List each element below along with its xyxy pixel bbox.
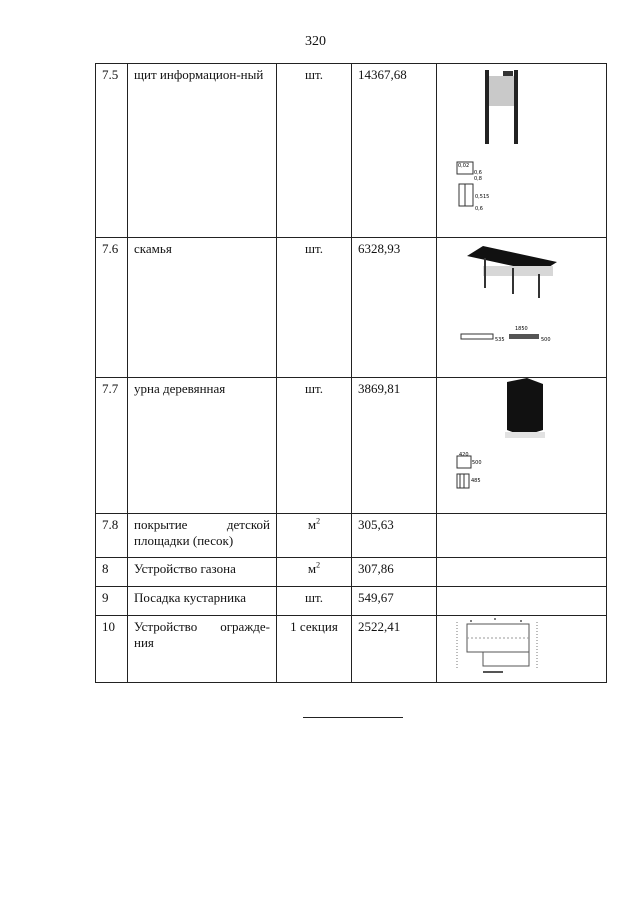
item-name-part: покрытие [134, 517, 188, 532]
item-unit [277, 558, 352, 587]
dim-label: 1850 [515, 326, 528, 332]
item-price: 305,63 [352, 514, 437, 558]
item-name [128, 616, 277, 683]
item-price: 307,86 [352, 558, 437, 587]
item-drawing-cell [437, 514, 607, 558]
item-unit: 1 секция [277, 616, 352, 683]
item-unit: шт. [277, 378, 352, 514]
row-number: 8 [96, 558, 128, 587]
bench-drawing [437, 238, 609, 378]
wooden-urn-drawing [437, 378, 609, 514]
item-name: щит информацион-ный [128, 64, 277, 238]
row-number: 7.7 [96, 378, 128, 514]
item-price: 6328,93 [352, 238, 437, 378]
dim-label: 500 [541, 337, 551, 343]
table-row [96, 587, 607, 616]
row-number: 9 [96, 587, 128, 616]
item-price: 2522,41 [352, 616, 437, 683]
table-row [96, 616, 607, 683]
dim-label: 0,02 [458, 163, 470, 169]
table-row [96, 238, 607, 378]
unit-superscript: 2 [316, 560, 321, 570]
item-unit: шт. [277, 64, 352, 238]
dim-label: 0,515 [475, 194, 490, 200]
item-unit: шт. [277, 587, 352, 616]
item-price: 14367,68 [352, 64, 437, 238]
row-number: 10 [96, 616, 128, 683]
page-number: 320 [305, 34, 326, 49]
item-price: 3869,81 [352, 378, 437, 514]
item-unit [277, 514, 352, 558]
item-name-part: детской [226, 517, 270, 532]
item-name: Устройство газона [128, 558, 277, 587]
dim-label: 420 [459, 452, 469, 458]
item-drawing-cell [437, 558, 607, 587]
dim-label: 0,6 [474, 170, 482, 176]
unit-base: м [307, 517, 317, 532]
item-unit: шт. [277, 238, 352, 378]
dim-label: 0,8 [474, 176, 482, 182]
item-name: скамья [128, 238, 277, 378]
specification-table [95, 63, 607, 683]
row-number: 7.6 [96, 238, 128, 378]
item-drawing-cell [437, 616, 607, 683]
dim-label: 485 [471, 478, 481, 484]
item-name-part: площадки (песок) [134, 533, 234, 548]
table-row [96, 378, 607, 514]
row-number: 7.5 [96, 64, 128, 238]
item-name-part: огражде- [220, 619, 270, 634]
row-number: 7.8 [96, 514, 128, 558]
unit-superscript: 2 [316, 516, 321, 526]
item-name-part: ния [134, 635, 154, 650]
bottom-rule [303, 717, 403, 718]
item-drawing-cell [437, 587, 607, 616]
table-row [96, 514, 607, 558]
item-name-part: Устройство [134, 619, 198, 634]
item-name [128, 514, 277, 558]
dim-label: 535 [495, 337, 505, 343]
item-drawing-cell [437, 238, 607, 378]
item-price: 549,67 [352, 587, 437, 616]
item-name: Посадка кустарника [128, 587, 277, 616]
dim-label: 500 [472, 460, 482, 466]
unit-base: м [307, 561, 317, 576]
item-drawing-cell [437, 64, 607, 238]
item-drawing-cell [437, 378, 607, 514]
table-row [96, 558, 607, 587]
fence-section-drawing [437, 616, 609, 683]
table-row [96, 64, 607, 238]
item-name: урна деревянная [128, 378, 277, 514]
information-board-drawing [437, 64, 609, 238]
dim-label: 0,6 [475, 206, 483, 212]
